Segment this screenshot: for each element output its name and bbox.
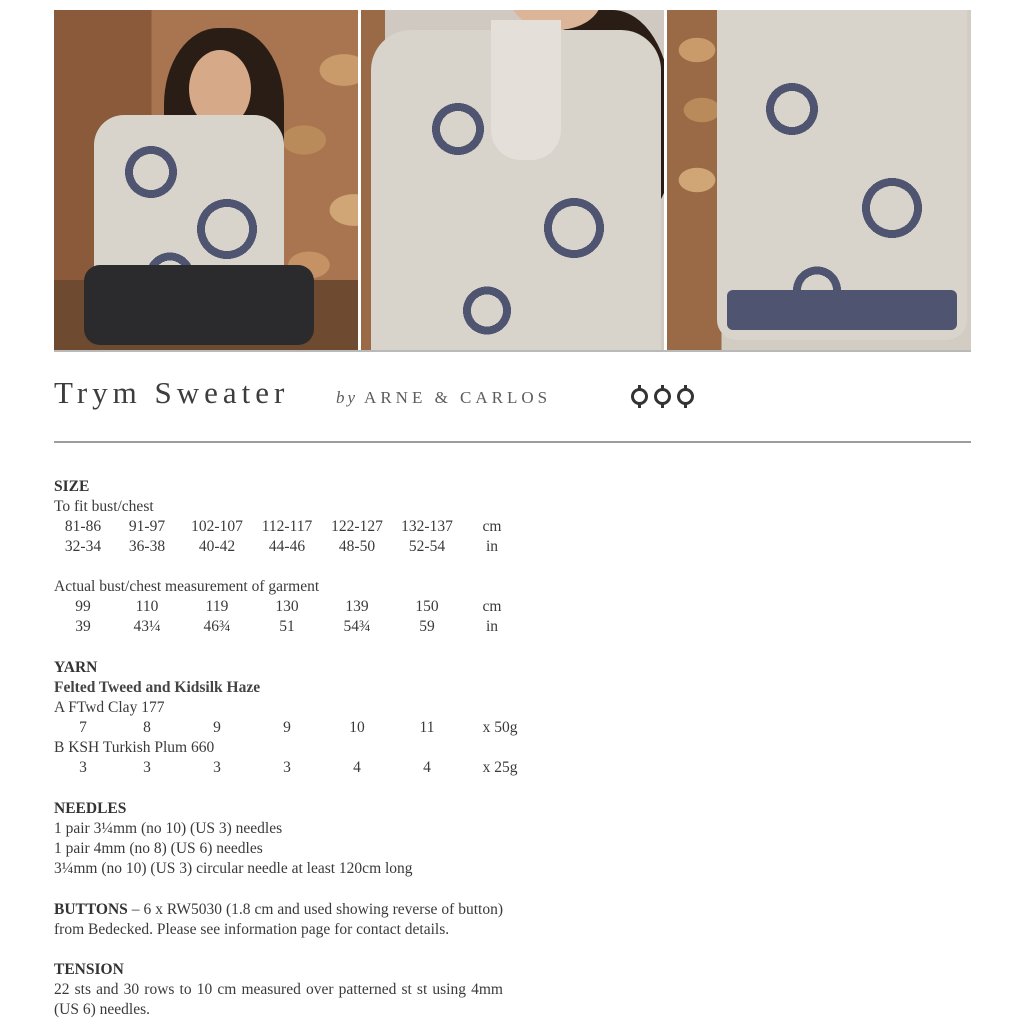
tension-section (54, 960, 503, 1020)
byline-prefix: by (336, 388, 359, 407)
yarn-ring-icon (677, 388, 694, 405)
yarn-b-row (54, 758, 538, 778)
actual-table (54, 597, 522, 637)
yarn-b-label: B KSH Turkish Plum 660 (54, 739, 215, 756)
table-cell: 150 (415, 598, 439, 615)
table-cell: 9 (283, 719, 291, 736)
needle-line: 1 pair 3¼mm (no 10) (US 3) needles (54, 820, 283, 837)
fit-label: To fit bust/chest (54, 498, 154, 515)
table-cell: 139 (345, 598, 369, 615)
actual-in-row (54, 617, 522, 637)
heading-divider (54, 441, 971, 443)
table-cell: 112-117 (261, 518, 313, 535)
yarn-a-table (54, 718, 538, 738)
table-cell: 46¾ (203, 618, 231, 635)
unit-cell: x 25g (482, 759, 518, 776)
buttons-heading: BUTTONS (54, 901, 128, 918)
tension-text: 22 sts and 30 rows to 10 cm measured over patterned st st using 4mm (US 6) needles. (54, 981, 503, 1018)
table-cell: 51 (279, 618, 295, 635)
buttons-section (54, 900, 503, 940)
table-cell: 3 (213, 759, 221, 776)
table-cell: 43¼ (133, 618, 161, 635)
table-cell: 54¾ (343, 618, 371, 635)
table-cell: 130 (275, 598, 299, 615)
photo-strip (54, 10, 971, 350)
yarn-ring-icon (631, 388, 648, 405)
yarn-a-label: A FTwd Clay 177 (54, 699, 165, 716)
buttons-text: – 6 x RW5030 (1.8 cm and used showing reverse of button) from Bedecked. Please see information page for contact details. (54, 901, 503, 938)
fit-in-row (54, 537, 522, 557)
table-cell: 44-46 (268, 538, 306, 555)
designer-name: ARNE & CARLOS (364, 388, 552, 407)
yarn-a-row (54, 718, 538, 738)
actual-label: Actual bust/chest measurement of garment (54, 578, 320, 595)
table-cell: 36-38 (128, 538, 166, 555)
fit-table (54, 517, 522, 557)
table-cell: 119 (205, 598, 229, 615)
table-cell: 3 (283, 759, 291, 776)
table-cell: 9 (213, 719, 221, 736)
table-cell: 91-97 (128, 518, 166, 535)
table-cell: 132-137 (401, 518, 453, 535)
table-cell: 99 (75, 598, 91, 615)
table-cell: 3 (143, 759, 151, 776)
unit-cell: x 50g (482, 719, 518, 736)
photo-back (667, 10, 971, 350)
photo-divider (54, 350, 971, 352)
table-cell: 11 (419, 719, 435, 736)
table-cell: 122-127 (331, 518, 383, 535)
yarn-section (54, 658, 538, 778)
table-cell: 8 (143, 719, 151, 736)
yarn-b-table (54, 758, 538, 778)
pattern-title: Trym Sweater (54, 375, 290, 410)
fit-cm-row (54, 517, 522, 537)
table-cell: 3 (79, 759, 87, 776)
unit-cell: cm (482, 598, 502, 615)
table-cell: 32-34 (64, 538, 102, 555)
table-cell: 7 (79, 719, 87, 736)
actual-cm-row (54, 597, 522, 617)
table-cell: 52-54 (408, 538, 446, 555)
size-heading: SIZE (54, 478, 90, 495)
unit-cell: in (485, 538, 499, 555)
yarn-subheading: Felted Tweed and Kidsilk Haze (54, 679, 261, 696)
table-cell: 10 (349, 719, 365, 736)
designer-byline (336, 388, 551, 408)
table-cell: 39 (75, 618, 91, 635)
table-cell: 81-86 (64, 518, 102, 535)
unit-cell: in (485, 618, 499, 635)
tension-heading: TENSION (54, 961, 124, 978)
needles-heading: NEEDLES (54, 800, 127, 817)
table-cell: 110 (135, 598, 159, 615)
difficulty-rating (631, 388, 694, 405)
table-cell: 102-107 (191, 518, 243, 535)
photo-closeup (361, 10, 665, 350)
table-cell: 59 (419, 618, 435, 635)
table-cell: 40-42 (198, 538, 236, 555)
unit-cell: cm (482, 518, 502, 535)
needles-section (54, 799, 413, 879)
photo-seated (54, 10, 358, 350)
table-cell: 48-50 (338, 538, 376, 555)
needle-line: 1 pair 4mm (no 8) (US 6) needles (54, 840, 263, 857)
yarn-heading: YARN (54, 659, 98, 676)
size-section (54, 477, 522, 637)
yarn-ring-icon (654, 388, 671, 405)
needle-line: 3¼mm (no 10) (US 3) circular needle at least 120cm long (54, 860, 413, 877)
table-cell: 4 (423, 759, 431, 776)
table-cell: 4 (353, 759, 361, 776)
